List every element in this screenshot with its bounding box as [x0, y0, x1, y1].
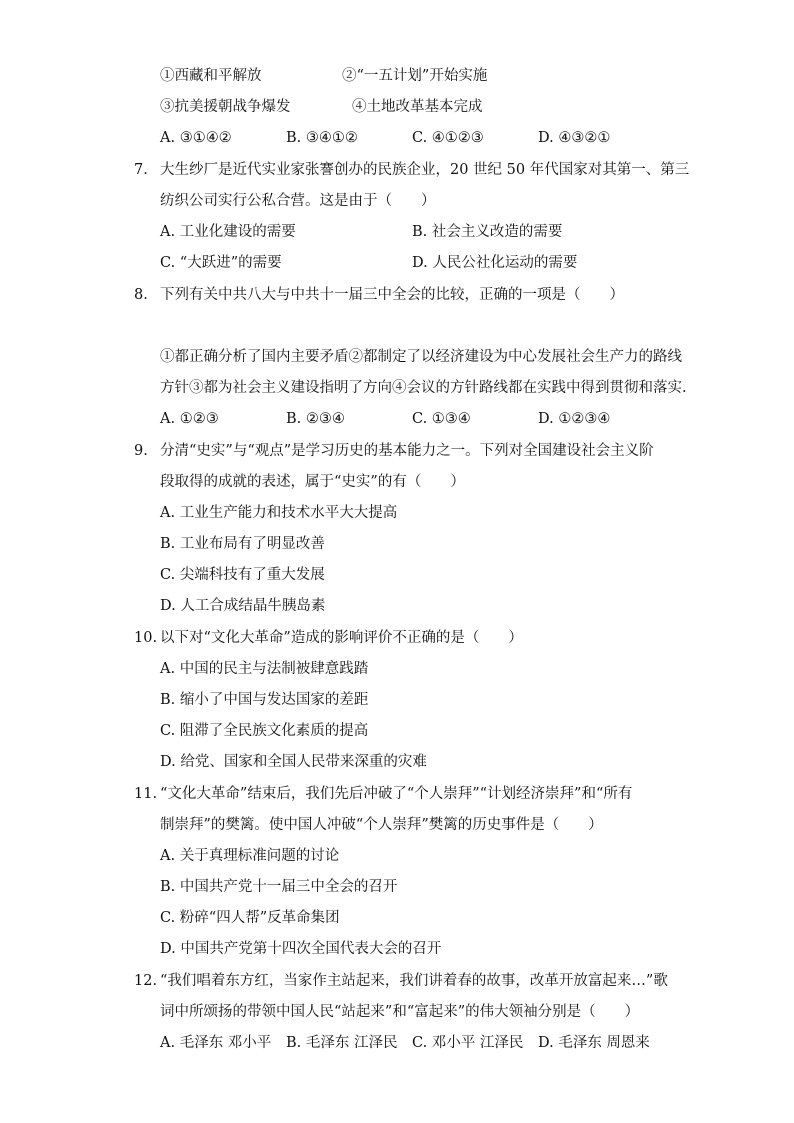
q6-option-b: B. ③④①② — [286, 130, 358, 146]
q6-statement-2: ②“一五计划”开始实施 — [342, 68, 488, 84]
q9-stem-line-2: 段取得的成就的表述，属于“史实”的有（ ） — [160, 474, 465, 490]
q11-option-d: D. 中国共产党第十四次全国代表大会的召开 — [160, 941, 442, 957]
q11-stem-line-2: 制崇拜”的樊篱。使中国人冲破“个人崇拜”樊篱的历史事件是（ ） — [160, 817, 603, 833]
q9-option-b: B. 工业布局有了明显改善 — [160, 536, 325, 552]
q7-number: 7. — [134, 162, 148, 178]
q7-option-d: D. 人民公社化运动的需要 — [412, 255, 578, 271]
q7-stem-line-1: 大生纱厂是近代实业家张謇创办的民族企业，20 世纪 50 年代国家对其第一、第三 — [160, 162, 690, 178]
q7-option-a: A. 工业化建设的需要 — [160, 224, 296, 240]
q10-option-d: D. 给党、国家和全国人民带来深重的灾难 — [160, 754, 427, 770]
q6-statement-1: ①西藏和平解放 — [160, 68, 262, 84]
q8-stem-line-1: 下列有关中共八大与中共十一届三中全会的比较，正确的一项是（ ） — [160, 287, 624, 303]
q11-stem-line-1: “文化大革命”结束后，我们先后冲破了“个人崇拜”“计划经济崇拜”和“所有 — [160, 786, 633, 802]
q11-option-b: B. 中国共产党十一届三中全会的召开 — [160, 879, 398, 895]
q7-option-c: C. “大跃进”的需要 — [160, 255, 282, 271]
q10-option-b: B. 缩小了中国与发达国家的差距 — [160, 692, 369, 708]
q9-stem-line-1: 分清“史实”与“观点”是学习历史的基本能力之一。下列对全国建设社会主义阶 — [160, 443, 654, 459]
q8-option-c: C. ①③④ — [412, 411, 471, 427]
q8-option-b: B. ②③④ — [286, 411, 345, 427]
q6-statement-3: ③抗美援朝战争爆发 — [160, 99, 291, 115]
q9-option-d: D. 人工合成结晶牛胰岛素 — [160, 598, 326, 614]
q12-stem-line-1: “我们唱着东方红，当家作主站起来，我们讲着春的故事，改革开放富起来…”歌 — [160, 973, 668, 989]
q12-option-c: C. 邓小平 江泽民 — [412, 1035, 524, 1051]
q11-option-c: C. 粉碎“四人帮”反革命集团 — [160, 910, 340, 926]
q7-option-b: B. 社会主义改造的需要 — [412, 224, 563, 240]
q8-number: 8. — [134, 287, 148, 303]
q11-option-a: A. 关于真理标准问题的讨论 — [160, 848, 340, 864]
q9-option-c: C. 尖端科技有了重大发展 — [160, 567, 325, 583]
q12-option-b: B. 毛泽东 江泽民 — [286, 1035, 398, 1051]
q10-stem-line-1: 以下对“文化大革命”造成的影响评价不正确的是（ ） — [160, 630, 523, 646]
q9-option-a: A. 工业生产能力和技术水平大大提高 — [160, 505, 398, 521]
q10-number: 10. — [134, 630, 158, 646]
q9-number: 9. — [134, 443, 148, 459]
q12-stem-line-2: 词中所颂扬的带领中国人民“站起来”和“富起来”的伟大领袖分别是（ ） — [160, 1004, 640, 1020]
q8-stem-line-3: 方针③都为社会主义建设指明了方向④会议的方针路线都在实践中得到贯彻和落实. — [160, 380, 687, 396]
q12-number: 12. — [134, 973, 158, 989]
q6-statement-4: ④土地改革基本完成 — [352, 99, 483, 115]
q8-stem-line-2: ①都正确分析了国内主要矛盾②都制定了以经济建设为中心发展社会生产力的路线 — [160, 349, 682, 365]
q7-stem-line-2: 纺织公司实行公私合营。这是由于（ ） — [160, 193, 436, 209]
q6-option-c: C. ④①②③ — [412, 130, 484, 146]
q12-option-d: D. 毛泽东 周恩来 — [538, 1035, 650, 1051]
q8-option-a: A. ①②③ — [160, 411, 219, 427]
q10-option-c: C. 阻滞了全民族文化素质的提高 — [160, 723, 369, 739]
q6-option-a: A. ③①④② — [160, 130, 232, 146]
q11-number: 11. — [134, 786, 158, 802]
q10-option-a: A. 中国的民主与法制被肆意践踏 — [160, 661, 369, 677]
q8-option-d: D. ①②③④ — [538, 411, 611, 427]
q12-option-a: A. 毛泽东 邓小平 — [160, 1035, 272, 1051]
q6-option-d: D. ④③②① — [538, 130, 611, 146]
